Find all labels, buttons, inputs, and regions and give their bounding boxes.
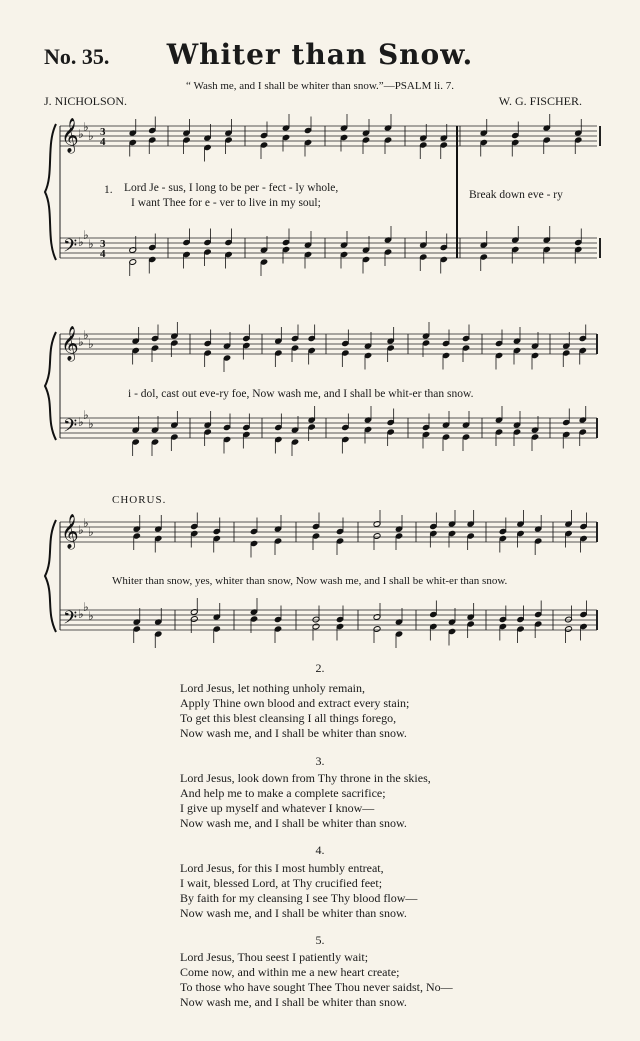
- flat-icon: ♭: [83, 408, 89, 422]
- flat-icon: ♭: [88, 525, 94, 539]
- flat-icon: ♭: [83, 600, 89, 614]
- chorus-lyric: Whiter than snow, yes, whiter than snow, Now wash me, and I shall be whit-er than snow.: [112, 575, 508, 587]
- flat-icon: ♭: [88, 609, 94, 623]
- flat-icon: ♭: [78, 607, 84, 621]
- scripture-epigraph: “ Wash me, and I shall be whiter than snow.”—PSALM li. 7.: [186, 80, 454, 92]
- system-brace: [45, 520, 56, 632]
- flat-icon: ♭: [78, 127, 84, 141]
- lyricist-credit: J. NICHOLSON.: [44, 94, 128, 108]
- lyric-line-3: i - dol, cast out eve-ry foe, Now wash me, and I shall be whit-er than snow.: [128, 388, 474, 400]
- lyric-line-1: Lord Je - sus, I long to be per - fect - ly whole,: [124, 182, 339, 194]
- verse-number: 3.: [315, 754, 325, 768]
- treble-clef-icon: 𝄞: [61, 514, 79, 549]
- composer-credit: W. G. FISCHER.: [498, 94, 582, 108]
- verse-number: 4.: [315, 843, 325, 857]
- flat-icon: ♭: [88, 417, 94, 431]
- flat-icon: ♭: [83, 120, 89, 134]
- verse-number-1: 1.: [104, 184, 113, 196]
- system-brace: [45, 124, 56, 260]
- flat-icon: ♭: [88, 237, 94, 251]
- lyric-continuation: Break down eve - ry: [469, 189, 563, 201]
- flat-icon: ♭: [78, 415, 84, 429]
- verse-line: Lord Jesus, for this I most humbly entreat,: [180, 861, 384, 875]
- lyric-line-2: I want Thee for e - ver to live in my soul;: [131, 197, 321, 209]
- verse-line: Lord Jesus, let nothing unholy remain,: [180, 681, 365, 695]
- verse-line: I give up myself and whatever I know—: [180, 801, 375, 815]
- chorus-label: CHORUS.: [112, 494, 167, 506]
- flat-icon: ♭: [78, 523, 84, 537]
- time-signature-top: 3: [100, 126, 106, 138]
- bass-clef-icon: 𝄢: [63, 608, 78, 633]
- bass-clef-icon: 𝄢: [63, 416, 78, 441]
- verse-line: I wait, blessed Lord, at Thy crucified feet;: [180, 876, 383, 890]
- verse-number: 2.: [315, 661, 325, 675]
- flat-icon: ♭: [83, 516, 89, 530]
- system-brace: [45, 332, 56, 440]
- verse-line: Now wash me, and I shall be whiter than snow.: [180, 816, 407, 830]
- flat-icon: ♭: [88, 337, 94, 351]
- verse-line: Now wash me, and I shall be whiter than snow.: [180, 995, 407, 1009]
- verse-line: And help me to make a complete sacrifice;: [180, 786, 386, 800]
- bass-clef-icon: 𝄢: [63, 236, 78, 261]
- verse-line: To those who have sought Thee Thou never saidst, No—: [180, 980, 453, 994]
- verse-line: Apply Thine own blood and extract every stain;: [180, 696, 410, 710]
- verse-line: By faith for my cleansing I see Thy blood flow—: [180, 891, 418, 905]
- hymn-number: No. 35.: [44, 44, 110, 69]
- time-signature-bottom: 4: [100, 136, 106, 148]
- flat-icon: ♭: [83, 228, 89, 242]
- verse-number: 5.: [315, 933, 325, 947]
- flat-icon: ♭: [88, 129, 94, 143]
- flat-icon: ♭: [78, 235, 84, 249]
- verse-line: Now wash me, and I shall be whiter than snow.: [180, 906, 407, 920]
- verse-line: Lord Jesus, look down from Thy throne in the skies,: [180, 771, 431, 785]
- verse-line: Come now, and within me a new heart create;: [180, 965, 400, 979]
- flat-icon: ♭: [83, 328, 89, 342]
- treble-clef-icon: 𝄞: [61, 326, 79, 361]
- verse-line: To get this blest cleansing I all things forego,: [180, 711, 397, 725]
- flat-icon: ♭: [78, 335, 84, 349]
- verse-line: Lord Jesus, Thou seest I patiently wait;: [180, 950, 369, 964]
- treble-clef-icon: 𝄞: [61, 118, 79, 153]
- hymn-title: Whiter than Snow.: [166, 38, 474, 71]
- time-signature-top: 3: [100, 238, 106, 250]
- verse-line: Now wash me, and I shall be whiter than snow.: [180, 726, 407, 740]
- time-signature-bottom: 4: [100, 248, 106, 260]
